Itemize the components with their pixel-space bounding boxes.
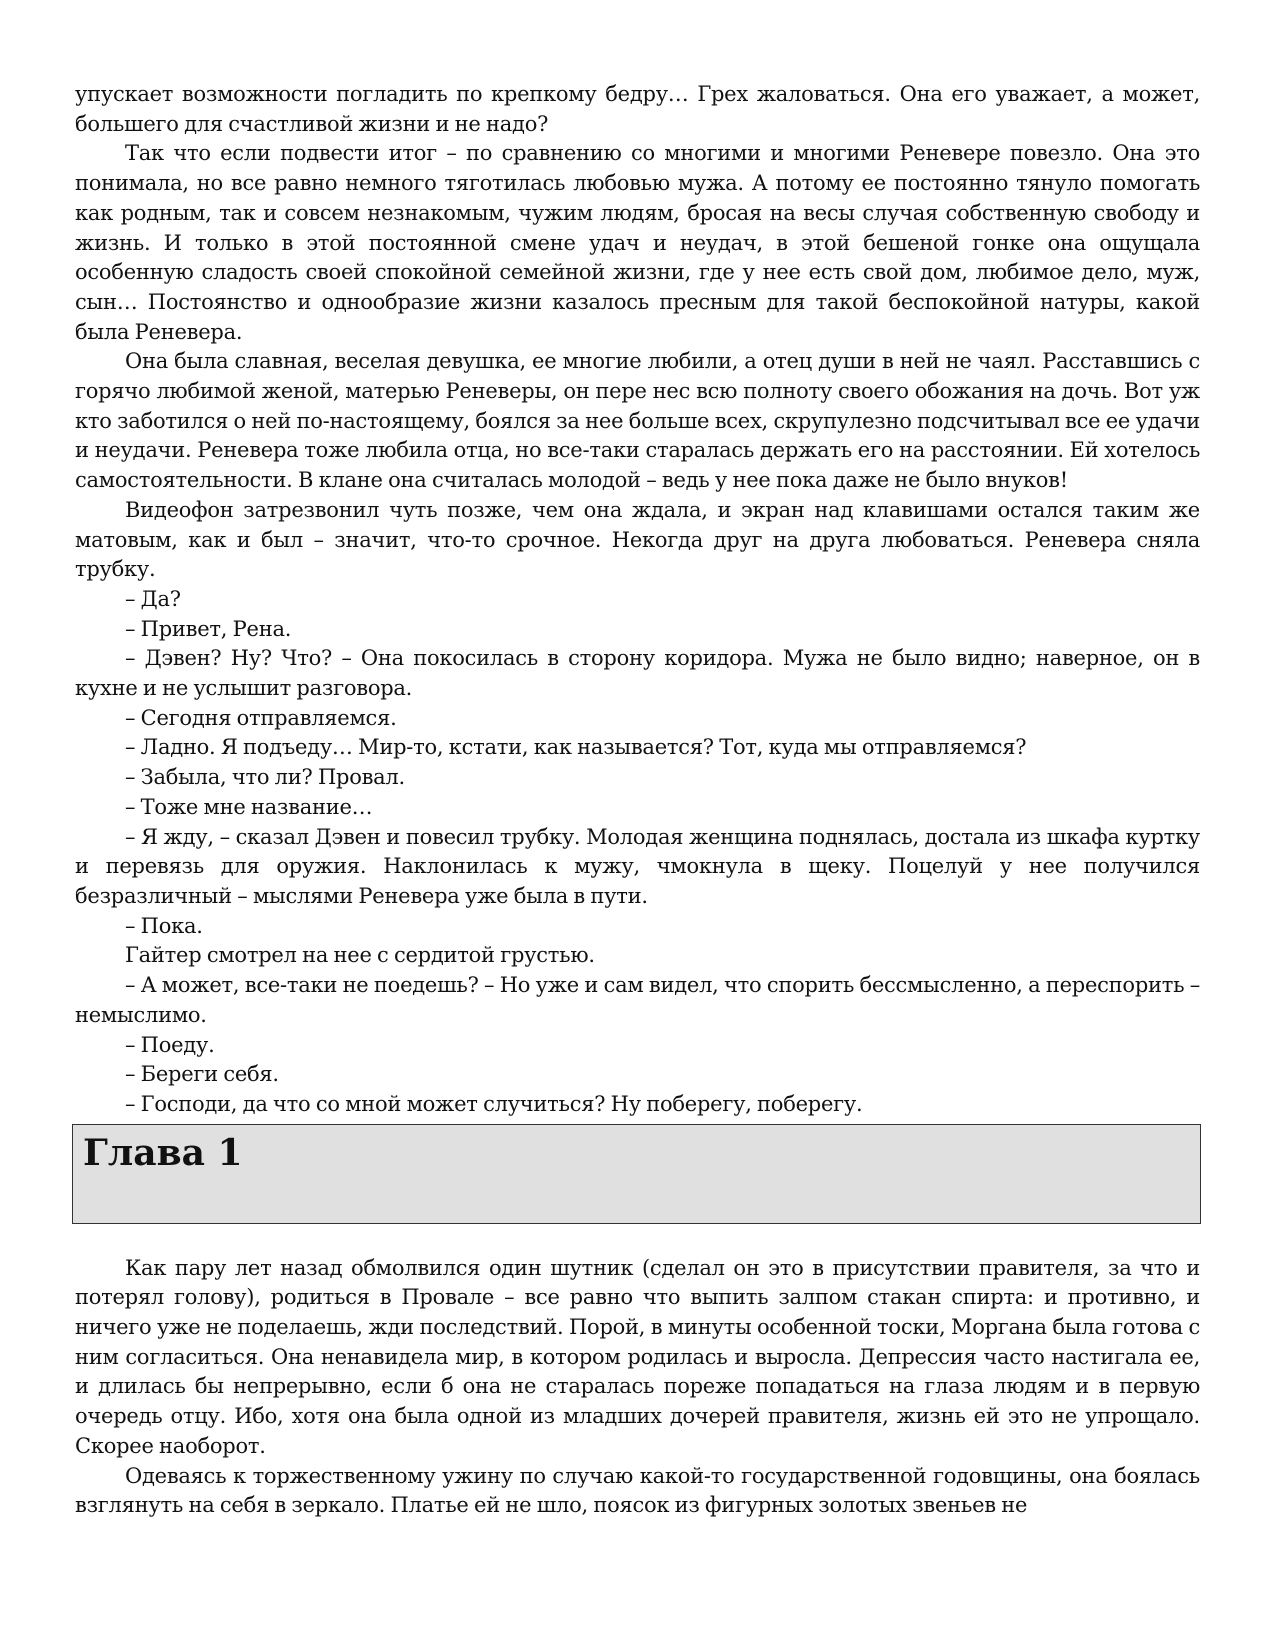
paragraph: Видеофон затрезвонил чуть позже, чем она ждала, и экран над клавишами остался таким же матовым, как и был – значит, что-то срочное. Некогда друг на друга любоваться. Реневера сняла трубку.	[75, 497, 1200, 582]
dialogue-line: – Да?	[125, 586, 181, 611]
dialogue-line: – Господи, да что со мной может случиться? Ну поберегу, поберегу.	[125, 1091, 863, 1116]
dialogue-line: – Тоже мне название…	[125, 794, 373, 819]
paragraph: Одеваясь к торжественному ужину по случаю какой-то государственной годовщины, она боялась взглянуть на себя в зеркало. Платье ей не шло, поясок из фигурных золотых звеньев не	[75, 1463, 1200, 1518]
paragraph: Гайтер смотрел на нее с сердитой грустью.	[125, 943, 595, 968]
text-block-before-chapter	[75, 80, 1200, 1120]
document-page	[75, 80, 1200, 1521]
paragraph: упускает возможности погладить по крепкому бедру… Грех жаловаться. Она его уважает, а может, большего для счастливой жизни и не надо?	[75, 82, 1200, 136]
text-block-after-chapter	[75, 1254, 1200, 1521]
dialogue-line: – Пока.	[125, 913, 203, 938]
dialogue-line: – Я жду, – сказал Дэвен и повесил трубку. Молодая женщина поднялась, достала из шкафа куртку и перевязь для оружия. Наклонилась к мужу, чмокнула в щеку. Поцелуй у нее получился безразличный – мыслями Реневера уже была в пути.	[75, 824, 1200, 908]
dialogue-line: – Дэвен? Ну? Что? – Она покосилась в сторону коридора. Мужа не было видно; наверное, он в кухне и не услышит разговора.	[75, 646, 1200, 701]
paragraph: Как пару лет назад обмолвился один шутник (сделал он это в присутствии правителя, за что и потерял голову), родиться в Провале – все равно что выпить залпом стакан спирта: и противно, и ничего уже не поделаешь, жди последствий. Порой, в минуты особенной тоски, Моргана была готова с ним согласиться. Она ненавидела мир, в котором родилась и выросла. Депрессия часто настигала ее, и длилась бы непрерывно, если б она не старалась пореже попадаться на глаза людям и в первую очередь отцу. Ибо, хотя она была одной из младших дочерей правителя, жизнь ей это не упрощало. Скорее наоборот.	[75, 1255, 1200, 1458]
dialogue-line: – Береги себя.	[125, 1062, 279, 1087]
dialogue-line: – Забыла, что ли? Провал.	[125, 765, 405, 790]
chapter-heading-box	[72, 1124, 1201, 1224]
dialogue-line: – А может, все-таки не поедешь? – Но уже и сам видел, что спорить бессмысленно, а переспорить – немыслимо.	[75, 973, 1200, 1027]
dialogue-line: – Привет, Рена.	[125, 616, 292, 641]
dialogue-line: – Поеду.	[125, 1032, 215, 1057]
chapter-title: Глава 1	[83, 1131, 243, 1174]
dialogue-line: – Ладно. Я подъеду… Мир-то, кстати, как называется? Тот, куда мы отправляемся?	[125, 735, 1027, 760]
paragraph: Так что если подвести итог – по сравнению со многими и многими Реневере повезло. Она это понимала, но все равно немного тяготилась любовью мужа. А потому ее постоянно тянуло помогать как родным, так и совсем незнакомым, чужим людям, бросая на весы случая собственную свободу и жизнь. И только в этой постоянной смене удач и неудач, в этой бешеной гонке она ощущала особенную сладость своей спокойной семейной жизни, где у нее есть свой дом, любимое дело, муж, сын… Постоянство и однообразие жизни казалось пресным для такой беспокойной натуры, какой была Реневера.	[75, 141, 1200, 344]
paragraph: Она была славная, веселая девушка, ее многие любили, а отец души в ней не чаял. Расставшись с горячо любимой женой, матерью Реневеры, он пере нес всю полноту своего обожания на дочь. Вот уж кто заботился о ней по-настоящему, боялся за нее больше всех, скрупулезно подсчитывал все ее удачи и неудачи. Реневера тоже любила отца, но все-таки старалась держать его на расстоянии. Ей хотелось самостоятельности. В клане она считалась молодой – ведь у нее пока даже не было внуков!	[75, 349, 1200, 493]
dialogue-line: – Сегодня отправляемся.	[125, 705, 397, 730]
